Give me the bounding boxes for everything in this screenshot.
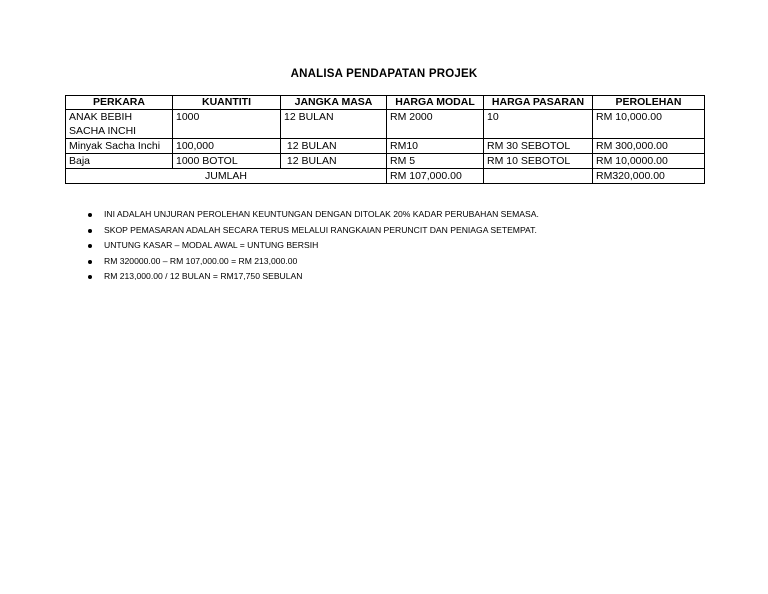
note-text: RM 213,000.00 / 12 BULAN = RM17,750 SEBULAN: [104, 271, 303, 281]
cell-jangka-masa: 12 BULAN: [281, 110, 387, 139]
cell-perkara: ANAK BEBIH SACHA INCHI: [66, 110, 173, 139]
cell-harga-pasaran: RM 10 SEBOTOL: [484, 154, 593, 169]
note-text: SKOP PEMASARAN ADALAH SECARA TERUS MELALUI RANGKAIAN PERUNCIT DAN PENIAGA SETEMPAT.: [104, 224, 537, 235]
header-harga-modal: HARGA MODAL: [387, 96, 484, 110]
bullet-icon: [88, 244, 92, 248]
header-jangka-masa: JANGKA MASA: [281, 96, 387, 110]
cell-harga-modal: RM10: [387, 139, 484, 154]
header-perolehan: PEROLEHAN: [593, 96, 705, 110]
cell-perkara: Baja: [66, 154, 173, 169]
cell-harga-modal: RM 2000: [387, 110, 484, 139]
header-kuantiti: KUANTITI: [173, 96, 281, 110]
total-harga-modal: RM 107,000.00: [387, 169, 484, 184]
header-perkara: PERKARA: [66, 96, 173, 110]
list-item: [86, 269, 539, 285]
cell-kuantiti: 1000: [173, 110, 281, 139]
note-text: INI ADALAH UNJURAN PEROLEHAN KEUNTUNGAN DENGAN DITOLAK 20% KADAR PERUBAHAN SEMASA.: [104, 209, 539, 219]
note-text: RM 320000.00 – RM 107,000.00 = RM 213,000.00: [104, 255, 298, 266]
cell-kuantiti: 1000 BOTOL: [173, 154, 281, 169]
note-text: UNTUNG KASAR – MODAL AWAL = UNTUNG BERSIH: [104, 240, 319, 250]
total-perolehan: RM320,000.00: [593, 169, 705, 184]
table-total-row: [66, 169, 705, 184]
bullet-icon: [88, 275, 92, 279]
total-harga-pasaran: [484, 169, 593, 184]
total-label: JUMLAH: [66, 169, 387, 184]
notes-list: [86, 207, 539, 285]
bullet-icon: [88, 213, 92, 217]
header-harga-pasaran: HARGA PASARAN: [484, 96, 593, 110]
list-item: [86, 254, 539, 270]
list-item: [86, 238, 539, 254]
cell-jangka-masa: 12 BULAN: [281, 154, 387, 169]
list-item: [86, 223, 539, 239]
cell-kuantiti: 100,000: [173, 139, 281, 154]
table-row: [66, 154, 705, 169]
table-row: [66, 110, 705, 139]
cell-perolehan: RM 10,0000.00: [593, 154, 705, 169]
cell-perkara: Minyak Sacha Inchi: [66, 139, 173, 154]
cell-perolehan: RM 10,000.00: [593, 110, 705, 139]
revenue-table: [65, 95, 705, 184]
list-item: [86, 207, 539, 223]
cell-perolehan: RM 300,000.00: [593, 139, 705, 154]
bullet-icon: [88, 260, 92, 264]
document-title: ANALISA PENDAPATAN PROJEK: [290, 68, 478, 80]
cell-jangka-masa: 12 BULAN: [281, 139, 387, 154]
bullet-icon: [88, 229, 92, 233]
table-row: [66, 139, 705, 154]
cell-harga-modal: RM 5: [387, 154, 484, 169]
table-header-row: [66, 96, 705, 110]
cell-harga-pasaran: RM 30 SEBOTOL: [484, 139, 593, 154]
cell-harga-pasaran: 10: [484, 110, 593, 139]
